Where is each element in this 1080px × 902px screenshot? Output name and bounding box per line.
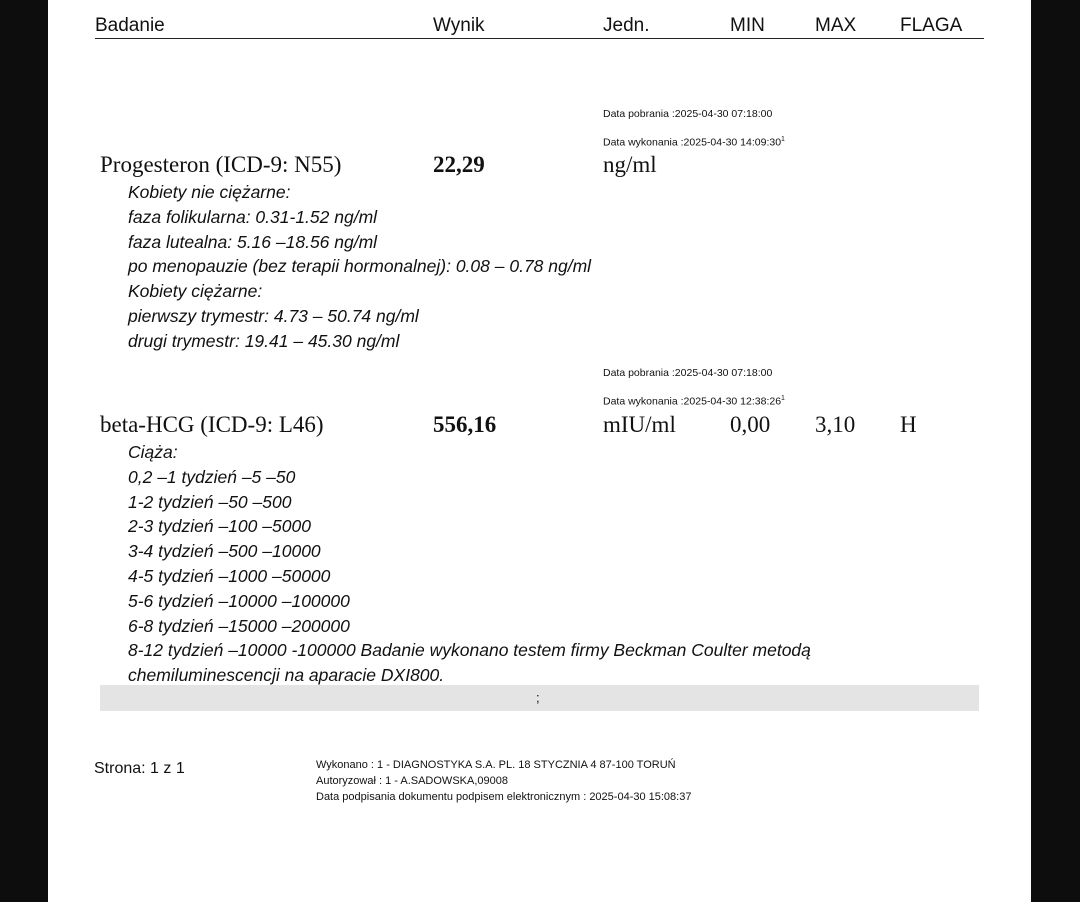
reference-line: faza folikularna: 0.31-1.52 ng/ml [128, 206, 378, 227]
reference-ranges [128, 440, 811, 688]
reference-line: pierwszy trymestr: 4.73 – 50.74 ng/ml [128, 305, 419, 326]
reference-line: faza lutealna: 5.16 –18.56 ng/ml [128, 231, 378, 252]
footer-signed-date: Data podpisania dokumentu podpisem elektronicznym : 2025-04-30 15:08:37 [316, 791, 692, 803]
test-min: 0,00 [730, 412, 771, 437]
reference-ranges [128, 180, 591, 354]
col-header-max: MAX [815, 15, 857, 36]
performed-date: Data wykonania :2025-04-30 $12:38:26^1$ [603, 395, 785, 408]
footer-authorized-by: Autoryzował : 1 - A.SADOWSKA,09008 [316, 775, 508, 787]
test-flag: H [900, 412, 917, 437]
reference-line: 1-2 tydzień –50 –500 [128, 491, 292, 512]
performed-date: Data wykonania :2025-04-30 $14:09:30^1$ [603, 136, 785, 149]
document-page [48, 0, 1031, 902]
collection-date: Data pobrania :2025-04-30 07:18:00 [603, 108, 773, 120]
reference-line: 3-4 tydzień –500 –10000 [128, 541, 321, 562]
col-header-min: MIN [730, 15, 765, 36]
test-name: beta-HCG (ICD-9: L46) [100, 412, 324, 437]
reference-line: Kobiety nie ciężarne: [128, 182, 291, 202]
col-header-flag: FLAGA [900, 15, 963, 36]
reference-line: 6-8 tydzień –15000 –200000 [128, 615, 350, 636]
test-max: 3,10 [815, 412, 856, 437]
reference-line: 2-3 tydzień –100 –5000 [128, 516, 311, 537]
test-unit: ng/ml [603, 152, 657, 177]
separator-bar [100, 685, 979, 711]
reference-line: 4-5 tydzień –1000 –50000 [128, 565, 331, 586]
reference-line: 0,2 –1 tydzień –5 –50 [128, 466, 296, 487]
reference-line: chemiluminescencji na aparacie DXI800. [128, 665, 445, 686]
reference-line: 8-12 tydzień –10000 -100000 Badanie wykonano testem firmy Beckman Coulter metodą [128, 640, 811, 661]
col-header-test: Badanie [95, 15, 165, 36]
reference-line: drugi trymestr: 19.41 – 45.30 ng/ml [128, 330, 400, 351]
col-header-unit: Jedn. [603, 15, 650, 36]
reference-line: Ciąża: [128, 442, 178, 462]
col-header-result: Wynik [433, 15, 485, 36]
document-footer [316, 757, 691, 805]
collection-date: Data pobrania :2025-04-30 07:18:00 [603, 367, 773, 379]
separator-mark: ; [536, 690, 540, 705]
test-name: Progesteron (ICD-9: N55) [100, 152, 342, 177]
test-unit: mIU/ml [603, 412, 676, 437]
test-result: 556,16 [433, 412, 497, 437]
reference-line: Kobiety ciężarne: [128, 281, 263, 302]
page-number: Strona: 1 z 1 [94, 760, 185, 777]
footer-performed-by: Wykonano : 1 - DIAGNOSTYKA S.A. PL. 18 STYCZNIA 4 87-100 TORUŃ [316, 759, 676, 771]
reference-line: 5-6 tydzień –10000 –100000 [128, 590, 350, 611]
header-divider [95, 38, 984, 39]
reference-line: po menopauzie (bez terapii hormonalnej): 0.08 – 0.78 ng/ml [128, 256, 592, 277]
test-result: 22,29 [433, 152, 485, 177]
